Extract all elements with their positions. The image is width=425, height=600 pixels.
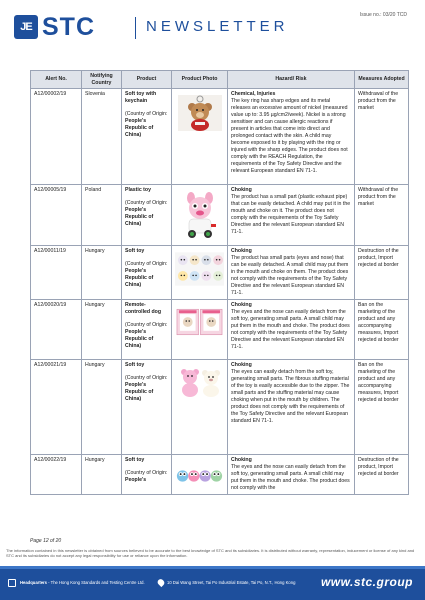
- table-row: [31, 246, 409, 300]
- origin-country: People's Republic of China): [125, 206, 154, 227]
- table-row: [31, 300, 409, 360]
- table-header-row: [31, 71, 409, 89]
- bear-keychain-image: [178, 95, 222, 131]
- table-row: [31, 89, 409, 185]
- product-name: Remote-controlled dog: [125, 302, 162, 315]
- col-header-hazard: Hazard/ Risk: [228, 71, 355, 89]
- building-icon: [8, 579, 16, 587]
- headquarters-label: Headquarters: [20, 580, 47, 585]
- hazard-title: Choking: [231, 187, 252, 193]
- location-pin-icon: [156, 578, 165, 587]
- hazard-description: The product has small parts (eyes and nose) that can be easily detached. A small child may put them in the mouth and choke on them. The product does not comply with the requirements of the Toy Safety Directive and the relevant European standard EN 71-1.: [231, 254, 349, 296]
- issue-number: Issue no.: 03/20 TCD: [359, 12, 407, 18]
- alert-number: A12/00002/19: [31, 89, 82, 185]
- product-name: Soft toy: [125, 457, 145, 463]
- product-cell: [122, 300, 172, 360]
- product-photo: [175, 362, 224, 398]
- hazard-cell: [228, 455, 355, 495]
- product-photo-cell: [172, 300, 228, 360]
- product-photo: [175, 91, 224, 131]
- origin-country: People's Republic of China): [125, 117, 154, 138]
- measures-adopted: Destruction of the product, Import rejected at border: [355, 455, 409, 495]
- hazard-description: The eyes can easily detach from the soft toy, generating small parts. The fibrous stuffing material of the toy is easily accessible due to the zipper. The small parts and the stuffing material may cause choking when put in the mouth by children. The product does not comply with the requirements of the Toy Safety Directive and the relevant European standard EN 71-1.: [231, 368, 350, 424]
- hazard-cell: [228, 246, 355, 300]
- alert-number: A12/00005/19: [31, 185, 82, 246]
- origin-country: People's Republic of China): [125, 381, 154, 402]
- hazard-description: The key ring has sharp edges and its metal releases an excessive amount of nickel (measured value up to: 3.95 µg/cm2/week). Nickel is a strong sensitiser and can cause allergic reactions if present in articles that come into direct and prolonged contact with the skin. A child may become exposed to it by playing with the ring or injured with the sharp edges. The product does not comply with the REACH Regulation, the requirements of the Toy Safety Directive and the relevant European standard EN 71-1.: [231, 97, 348, 174]
- origin-label: (Country of Origin:: [125, 199, 168, 206]
- soft-toys-row-image: [175, 461, 224, 491]
- hazard-title: Choking: [231, 302, 252, 308]
- hazard-title: Choking: [231, 362, 252, 368]
- col-header-product: Product: [122, 71, 172, 89]
- hazard-description: The product has a small part (plastic exhaust pipe) that can be easily detached. A child may put it in the mouth and choke on it. The product does not comply with the requirements of the Toy Safety Directive and the relevant European standard EN 71-1.: [231, 193, 351, 235]
- notifying-country: Hungary: [82, 246, 122, 300]
- hazard-title: Chemical, Injuries: [231, 91, 276, 97]
- col-header-country: Notifying Country: [82, 71, 122, 89]
- notifying-country: Hungary: [82, 300, 122, 360]
- product-cell: [122, 185, 172, 246]
- hazard-cell: [228, 360, 355, 455]
- origin-label: (Country of Origin:: [125, 260, 168, 267]
- alerts-table: [30, 70, 409, 495]
- hazard-title: Choking: [231, 248, 252, 254]
- stc-logo-text: STC: [42, 13, 95, 41]
- disclaimer-text: The information contained in this newsletter is obtained from sources believed to be accurate to the best knowledge of STC and its subsidiaries. It is distributed without warranty, representation, inducement or license of any kind and STC and its subsidiaries do not accept any legal responsibility for use or reliance upon the information.: [6, 548, 415, 559]
- notifying-country: Slovenia: [82, 89, 122, 185]
- origin-label: (Country of Origin:: [125, 374, 168, 381]
- product-name: Soft toy: [125, 248, 145, 254]
- product-photo: [175, 248, 224, 286]
- page-number: Page 12 of 20: [30, 538, 62, 544]
- measures-adopted: Destruction of the product, Import rejected at border: [355, 246, 409, 300]
- alert-number: A12/00021/19: [31, 360, 82, 455]
- product-photo: [175, 187, 224, 241]
- hazard-description: The eyes and the nose can easily detach from the soft toy, generating small parts. A small child may put them in the mouth and choke. The product does not comply with the: [231, 463, 350, 491]
- origin-label: (Country of Origin:: [125, 321, 168, 328]
- measures-adopted: Ban on the marketing of the product and any accompanying measures, Import rejected at border: [355, 360, 409, 455]
- product-cell: [122, 246, 172, 300]
- col-header-photo: Product Photo: [172, 71, 228, 89]
- footer-bar: [0, 566, 425, 600]
- hazard-cell: [228, 185, 355, 246]
- product-photo-cell: [172, 246, 228, 300]
- alert-number: A12/00011/19: [31, 246, 82, 300]
- address-text: 10 Dai Wang Street, Tai Po Industrial Estate, Tai Po, N.T., Hong Kong: [167, 580, 296, 585]
- measures-adopted: Ban on the marketing of the product and any accompanying measures, Import rejected at border: [355, 300, 409, 360]
- newsletter-title: NEWSLETTER: [146, 18, 289, 35]
- alert-number: A12/00022/19: [31, 455, 82, 495]
- product-name: Plastic toy: [125, 187, 151, 193]
- measures-adopted: Withdrawal of the product from the market: [355, 89, 409, 185]
- product-photo: [175, 302, 224, 338]
- alerts-table-wrapper: [30, 70, 408, 495]
- product-photo-cell: [172, 455, 228, 495]
- origin-country: People's Republic of China): [125, 267, 154, 288]
- soft-bears-image: [176, 366, 224, 398]
- hazard-title: Choking: [231, 457, 252, 463]
- footer-stripe: [0, 566, 425, 569]
- notifying-country: Hungary: [82, 455, 122, 495]
- notifying-country: Hungary: [82, 360, 122, 455]
- alert-number: A12/00020/19: [31, 300, 82, 360]
- product-cell: [122, 455, 172, 495]
- table-row: [31, 185, 409, 246]
- hazard-cell: [228, 300, 355, 360]
- table-row: [31, 455, 409, 495]
- col-header-alert: Alert No.: [31, 71, 82, 89]
- soft-toys-set-image: [175, 252, 224, 286]
- origin-country: People's Republic of China): [125, 328, 154, 349]
- origin-label: (Country of Origin:: [125, 469, 168, 476]
- page-header: [0, 0, 425, 48]
- rc-dog-boxes-image: [175, 306, 224, 338]
- product-name: Soft toy with keychain: [125, 91, 157, 104]
- product-photo-cell: [172, 89, 228, 185]
- col-header-measures: Measures Adopted: [355, 71, 409, 89]
- website-link[interactable]: www.stc.group: [320, 575, 413, 589]
- plastic-toy-image: [183, 191, 217, 241]
- header-divider: [135, 17, 136, 39]
- table-row: [31, 360, 409, 455]
- stc-logo: [14, 14, 95, 40]
- product-cell: [122, 89, 172, 185]
- origin-country: People's: [125, 476, 147, 483]
- headquarters-text: [20, 580, 145, 585]
- stc-logo-mark: JE: [14, 15, 38, 39]
- notifying-country: Poland: [82, 185, 122, 246]
- product-cell: [122, 360, 172, 455]
- headquarters-name: - The Hong Kong Standards and Testing Centre Ltd.: [47, 580, 145, 585]
- origin-label: (Country of Origin:: [125, 110, 168, 117]
- hazard-cell: [228, 89, 355, 185]
- hazard-description: The eyes and the nose can easily detach from the soft toy, generating small parts. A small child may put them in the mouth and choke. The product does not comply with the requirements of the Toy Safety Directive and the relevant European standard EN 71-1.: [231, 308, 350, 350]
- product-photo-cell: [172, 185, 228, 246]
- product-photo: [175, 457, 224, 491]
- measures-adopted: Withdrawal of the product from the market: [355, 185, 409, 246]
- product-photo-cell: [172, 360, 228, 455]
- product-name: Soft toy: [125, 362, 145, 368]
